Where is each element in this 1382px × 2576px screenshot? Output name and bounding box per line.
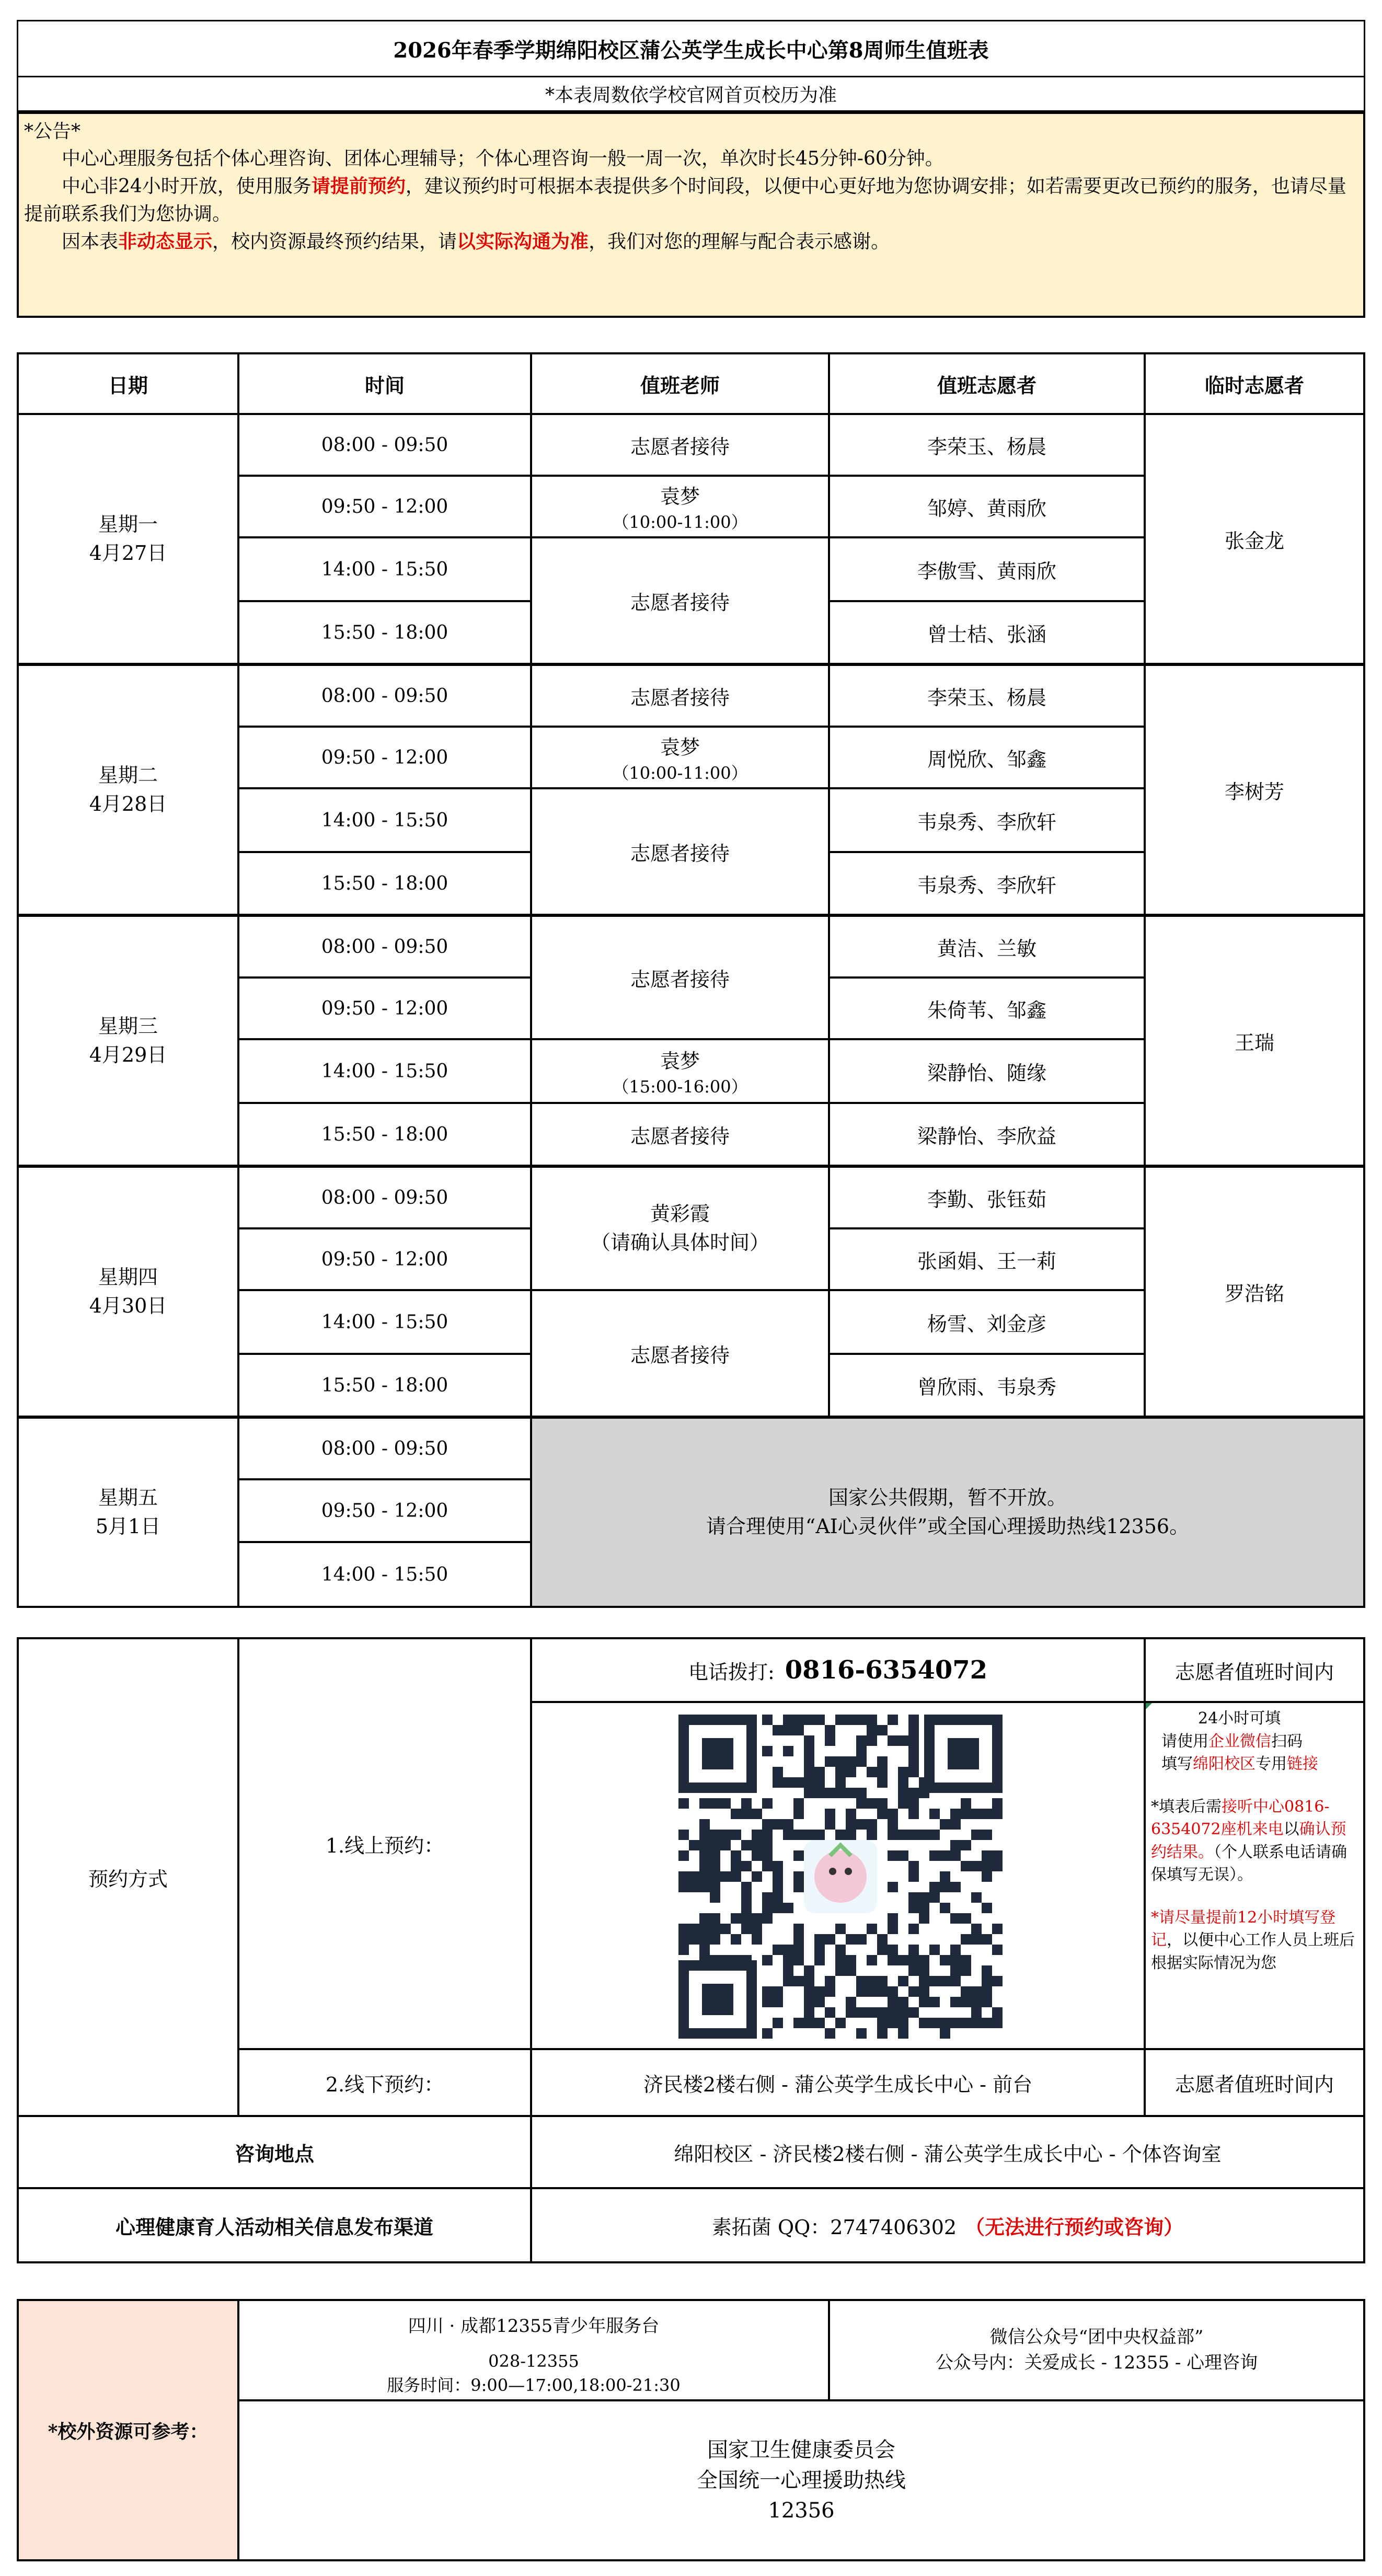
time-slot [237,475,532,538]
time-slot [237,664,532,728]
day-friday [17,1417,239,1608]
volunteer-names: 梁静怡、随缘 [927,1061,1046,1085]
volunteer-names: 朱倚苇、邹鑫 [927,998,1046,1022]
time-slot-text: 14:00 - 15:50 [321,1563,448,1585]
header-temp-text: 临时志愿者 [1204,373,1304,397]
note-a3: 扫码 [1271,1732,1303,1751]
external-resource-3 [237,2399,1365,2561]
page-subtitle [17,77,1365,112]
time-slot-text: 08:00 - 09:50 [321,936,448,958]
r1-line2[interactable]: 028-12355 [488,2351,579,2371]
volunteer-cell [828,1289,1146,1355]
external-resource-1b [237,2347,830,2401]
teacher-cell [530,536,830,665]
volunteer-cell [828,664,1146,728]
phone-time-text: 志愿者值班时间内 [1174,1660,1334,1684]
time-slot-text: 09:50 - 12:00 [321,1248,448,1270]
volunteer-names: 李荣玉、杨晨 [927,435,1046,458]
notice-p3b: 非动态显示 [118,230,213,252]
external-resource-2 [828,2299,1365,2401]
header-volunteer-text: 值班志愿者 [937,373,1036,397]
teacher-cell [530,915,830,1040]
channel-warning: （无法进行预约或咨询） [965,2215,1184,2239]
day-date: 4月30日 [89,1294,167,1317]
note-a2: 企业微信 [1208,1732,1271,1751]
note-b1: 填写 [1161,1755,1193,1773]
volunteer-cell [828,1038,1146,1104]
day-wednesday [17,915,239,1167]
teacher-hours: （请确认具体时间） [590,1231,769,1254]
time-slot [237,1541,532,1608]
time-slot [237,413,532,477]
teacher-name: 志愿者接待 [630,842,730,865]
header-time [237,352,532,415]
time-slot-text: 14:00 - 15:50 [321,558,448,580]
volunteer-cell [828,1353,1146,1418]
volunteer-names: 周悦欣、邹鑫 [927,748,1046,771]
notice-p1-text: 中心心理服务包括个体心理咨询、团体心理辅导；个体心理咨询一般一周一次，单次时长45分钟-60分钟。 [62,148,944,170]
volunteer-names: 李勤、张钰茹 [927,1188,1046,1211]
time-slot-text: 14:00 - 15:50 [321,809,448,831]
volunteer-names: 李傲雪、黄雨欣 [917,559,1056,583]
note-line-d [1151,1906,1358,1975]
r1-line3: 服务时间：9:00—17:00,18:00-21:30 [387,2375,681,2395]
notice-p2b: 请提前预约 [311,175,406,198]
time-slot-text: 08:00 - 09:50 [321,1438,448,1459]
day-date: 5月1日 [95,1515,161,1538]
volunteer-cell [828,1102,1146,1167]
volunteer-names: 梁静怡、李欣益 [917,1124,1056,1148]
volunteer-cell [828,413,1146,477]
notice-p2 [24,172,1358,227]
teacher-name: 志愿者接待 [630,1343,730,1367]
header-time-text: 时间 [364,373,405,397]
offline-time-text: 志愿者值班时间内 [1174,2073,1334,2096]
booking-label-text: 预约方式 [88,1867,168,1891]
offline-place-text: 济民楼2楼右侧 - 蒲公英学生成长中心 - 前台 [643,2073,1033,2096]
day-date: 4月28日 [89,792,167,815]
teacher-cell [530,413,830,477]
offline-place [530,2048,1146,2117]
time-slot [237,1227,532,1291]
time-slot-text: 15:50 - 18:00 [321,622,448,643]
volunteer-names: 曾士桔、张涵 [927,623,1046,646]
online-notes [1144,1701,1365,2050]
r1-line1: 四川 · 成都12355青少年服务台 [408,2316,660,2337]
temp-volunteer-name: 王瑞 [1234,1031,1274,1054]
time-slot-text: 14:00 - 15:50 [321,1311,448,1333]
notice-p3e: ，我们对您的理解与配合表示感谢。 [589,231,890,252]
teacher-cell [530,1038,830,1104]
notice-head: *公告* [24,121,81,142]
volunteer-names: 邹婷、黄雨欣 [927,497,1046,520]
time-slot [237,726,532,789]
notice-box [17,112,1365,318]
time-slot [237,536,532,602]
teacher-cell [530,664,830,728]
volunteer-names: 黄洁、兰敏 [937,937,1036,960]
channel-label [17,2187,532,2263]
note-b2: 绵阳校区 [1193,1755,1256,1773]
day-name: 星期三 [98,1014,158,1038]
volunteer-cell [828,475,1146,538]
temp-volunteer-name: 罗浩铭 [1224,1282,1284,1305]
teacher-hours: （10:00-11:00） [612,512,748,532]
volunteer-names: 韦泉秀、李欣轩 [917,810,1056,834]
header-temp [1144,352,1365,415]
note-d2: ，以便中心工作人员上班后根据实际情况为您 [1151,1931,1355,1972]
day-date: 4月27日 [89,542,167,565]
note-c3: 以 [1283,1820,1299,1838]
teacher-name: 志愿者接待 [630,435,730,458]
time-slot-text: 09:50 - 12:00 [321,997,448,1019]
offline-time [1144,2048,1365,2117]
phone-time-cell [1144,1637,1365,1703]
notice-p2c: ，建议预约时可根据本表提供多个时间段，以便中心更好地为您协调安排；如若需要更改已预约的服务，也请尽量提前联系我们为您协调。 [24,176,1346,225]
day-name: 星期五 [98,1486,158,1509]
teacher-name: 志愿者接待 [630,686,730,709]
notice-p1 [24,145,1358,172]
note-c5: （个人联系电话请确保填写无误）。 [1151,1843,1347,1884]
channel-label-text: 心理健康育人活动相关信息发布渠道 [115,2215,433,2239]
header-teacher [530,352,830,415]
notice-p2a: 中心非24小时开放，使用服务 [62,176,312,198]
time-slot-text: 15:50 - 18:00 [321,872,448,894]
consult-value [530,2115,1365,2189]
time-slot-text: 15:50 - 18:00 [321,1374,448,1396]
header-date [17,352,239,415]
holiday-text-1: 国家公共假期，暂不开放。 [828,1486,1067,1509]
time-slot [237,1353,532,1418]
time-slot-text: 08:00 - 09:50 [321,1187,448,1209]
online-label-text: 1.线上预约： [325,1834,444,1857]
time-slot-text: 08:00 - 09:50 [321,685,448,707]
external-label [17,2299,239,2561]
time-slot [237,1038,532,1104]
volunteer-cell [828,600,1146,665]
time-slot-text: 09:50 - 12:00 [321,746,448,768]
teacher-hours: （15:00-16:00） [612,1076,748,1097]
teacher-name: 袁梦 [660,1049,700,1073]
teacher-name: 袁梦 [660,735,700,759]
teacher-cell [530,726,830,789]
note-c4: 确认预约结果。 [1151,1820,1346,1861]
holiday-text-2: 请合理使用“AI心灵伙伴”或全国心理援助热线12356。 [706,1515,1190,1538]
page-subtitle-text: *本表周数依学校官网首页校历为准 [545,85,837,106]
time-slot [237,915,532,979]
phone-label: 电话拨打: [688,1660,775,1684]
external-label-text: *校外资源可参考： [48,2420,209,2443]
notice-p3c: ，校内资源最终预约结果，请 [212,231,457,252]
volunteer-cell [828,851,1146,916]
teacher-cell [530,1102,830,1167]
note-line-c [1151,1796,1358,1887]
temp-volunteer-name: 李树芳 [1224,780,1284,803]
r2-line1: 微信公众号“团中央权益部” [989,2326,1204,2348]
volunteer-cell [828,1227,1146,1291]
teacher-name: 志愿者接待 [630,591,730,614]
r2-line2: 公众号内：关爱成长 - 12355 - 心理咨询 [935,2352,1258,2373]
notice-p3a: 因本表 [62,231,119,252]
holiday-notice [530,1417,1365,1608]
page-title-text: 2026年春季学期绵阳校区蒲公英学生成长中心第8周师生值班表 [393,38,989,63]
time-slot [237,1166,532,1229]
volunteer-names: 韦泉秀、李欣轩 [917,873,1056,897]
header-volunteer [828,352,1146,415]
temp-volunteer-cell [1144,664,1365,916]
page-title [17,20,1365,77]
temp-volunteer-cell [1144,413,1365,665]
booking-label [17,1637,239,2117]
day-date: 4月29日 [89,1043,167,1066]
notice-p3 [24,228,1358,256]
time-slot-text: 09:50 - 12:00 [321,1500,448,1522]
external-resource-1 [237,2299,830,2352]
volunteer-cell [828,536,1146,602]
notice-p3d: 以实际沟通为准 [457,230,589,252]
teacher-name: 志愿者接待 [630,1124,730,1148]
time-slot [237,1102,532,1167]
day-tuesday [17,664,239,916]
teacher-name: 袁梦 [660,485,700,508]
teacher-cell [530,475,830,538]
header-teacher-text: 值班老师 [640,373,720,397]
note-b4[interactable]: 链接 [1287,1755,1318,1773]
day-thursday [17,1166,239,1418]
day-name: 星期二 [98,763,158,787]
note-b3: 专用 [1256,1755,1287,1773]
phone-number[interactable]: 0816-6354072 [785,1655,988,1685]
volunteer-cell [828,976,1146,1040]
note-24h: 24小时可填 [1198,1709,1281,1728]
time-slot [237,600,532,665]
note-c1: *填表后需 [1151,1797,1222,1816]
temp-volunteer-cell [1144,915,1365,1167]
r3-line1: 国家卫生健康委员会 [707,2438,895,2462]
day-monday [17,413,239,665]
volunteer-cell [828,787,1146,853]
time-slot [237,787,532,853]
time-slot-text: 09:50 - 12:00 [321,496,448,518]
time-slot-text: 15:50 - 18:00 [321,1123,448,1145]
teacher-cell [530,1289,830,1418]
note-line-b [1151,1753,1358,1776]
teacher-cell [530,787,830,916]
time-slot [237,976,532,1040]
time-slot-text: 14:00 - 15:50 [321,1060,448,1082]
volunteer-cell [828,915,1146,979]
r3-line3[interactable]: 12356 [768,2499,835,2523]
temp-volunteer-name: 张金龙 [1224,529,1284,553]
consult-value-text: 绵阳校区 - 济民楼2楼右侧 - 蒲公英学生成长中心 - 个体咨询室 [674,2142,1222,2166]
volunteer-names: 杨雪、刘金彦 [927,1312,1046,1336]
header-date-text: 日期 [108,373,148,397]
volunteer-names: 张函娟、王一莉 [917,1249,1056,1273]
qr-cell [530,1701,1146,2050]
volunteer-cell [828,1166,1146,1229]
temp-volunteer-cell [1144,1166,1365,1418]
note-a1: 请使用 [1161,1732,1208,1751]
teacher-name: 志愿者接待 [630,968,730,991]
phone-cell [530,1637,1146,1703]
teacher-cell [530,1166,830,1291]
channel-value [530,2187,1365,2263]
time-slot [237,1289,532,1355]
cell-comment-marker [1146,1703,1152,1709]
teacher-name: 黄彩霞 [650,1202,710,1225]
consult-label [17,2115,532,2189]
note-c2: 接听中心0816-6354072座机来电 [1151,1797,1330,1838]
time-slot [237,1478,532,1543]
volunteer-names: 李荣玉、杨晨 [927,686,1046,709]
r3-line2: 全国统一心理援助热线 [697,2468,906,2492]
offline-label [237,2048,532,2117]
day-name: 星期四 [98,1265,158,1289]
online-label [237,1637,532,2050]
volunteer-cell [828,726,1146,789]
time-slot [237,851,532,916]
note-line-a [1151,1730,1358,1753]
offline-label-text: 2.线下预约： [325,2073,444,2096]
qr-code-icon[interactable] [678,1715,1003,2039]
time-slot [237,1417,532,1480]
teacher-hours: （10:00-11:00） [612,763,748,783]
volunteer-names: 曾欣雨、韦泉秀 [917,1375,1056,1399]
channel-qq: 素拓菌 QQ：2747406302 [711,2215,957,2239]
day-name: 星期一 [98,512,158,536]
consult-label-text: 咨询地点 [234,2142,314,2166]
time-slot-text: 08:00 - 09:50 [321,434,448,456]
note-d1: *请尽量提前12小时填写登记 [1151,1908,1336,1949]
